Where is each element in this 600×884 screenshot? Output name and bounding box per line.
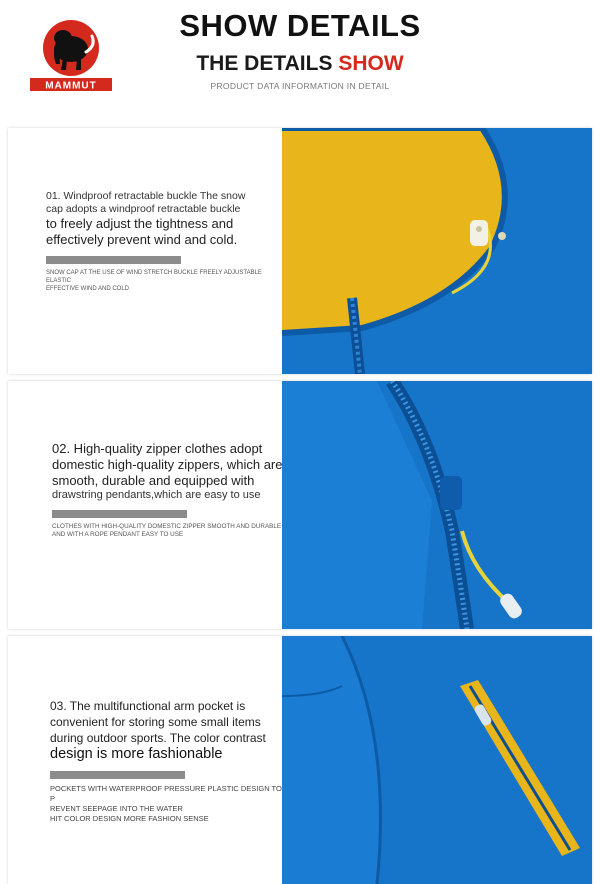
subtitle-dark: THE DETAILS <box>196 52 333 75</box>
detail-small-caption: SNOW CAP AT THE USE OF WIND STRETCH BUCKLE FREELY ADJUSTABLE ELASTIC EFFECTIVE WIND AND COLD <box>46 270 262 292</box>
detail-line: to freely adjust the tightness and <box>46 216 234 231</box>
detail-line: design is more fashionable <box>50 746 223 762</box>
zipper-photo <box>282 381 592 629</box>
detail-line: domestic high-quality zippers, which are <box>52 457 283 472</box>
divider-bar <box>50 771 185 779</box>
detail-small-caption: POCKETS WITH WATERPROOF PRESSURE PLASTIC DESIGN TO P REVENT SEEPAGE INTO THE WATER HIT COLOR DESIGN MORE FASHION SENSE <box>50 784 282 823</box>
detail-small-caption: CLOTHES WITH HIGH-QUALITY DOMESTIC ZIPPER SMOOTH AND DURABLE AND WITH A ROPE PENDANT EASY TO USE <box>52 523 282 538</box>
page-caption: PRODUCT DATA INFORMATION IN DETAIL <box>210 81 390 91</box>
detail-text-zipper <box>52 441 288 539</box>
divider-bar <box>46 256 181 264</box>
zipper-slider <box>440 476 462 510</box>
detail-line: convenient for storing some small items <box>50 715 261 729</box>
detail-line: 02. High-quality zipper clothes adopt <box>52 441 263 456</box>
arm-pocket-photo <box>282 636 592 884</box>
page-title: SHOW DETAILS <box>179 8 421 43</box>
hood-buckle-photo <box>282 128 592 374</box>
detail-panel-pocket <box>8 636 592 884</box>
subtitle-red: SHOW <box>338 52 404 75</box>
detail-text-hood <box>46 190 282 293</box>
detail-panel-hood <box>8 128 592 374</box>
detail-line: during outdoor sports. The color contrast <box>50 731 266 745</box>
detail-line: 03. The multifunctional arm pocket is <box>50 699 246 713</box>
detail-panel-zipper <box>8 381 592 629</box>
logo-wordmark: MAMMUT <box>45 80 97 92</box>
page-subtitle <box>0 52 600 76</box>
detail-line: 01. Windproof retractable buckle The snow <box>46 190 246 202</box>
toggle-buckle <box>470 220 488 246</box>
detail-line: effectively prevent wind and cold. <box>46 232 238 247</box>
detail-line: drawstring pendants,which are easy to use <box>52 489 261 501</box>
detail-line: cap adopts a windproof retractable buckle <box>46 203 241 215</box>
detail-line: smooth, durable and equipped with <box>52 473 255 488</box>
detail-text-pocket <box>50 698 286 824</box>
divider-bar <box>52 510 187 518</box>
